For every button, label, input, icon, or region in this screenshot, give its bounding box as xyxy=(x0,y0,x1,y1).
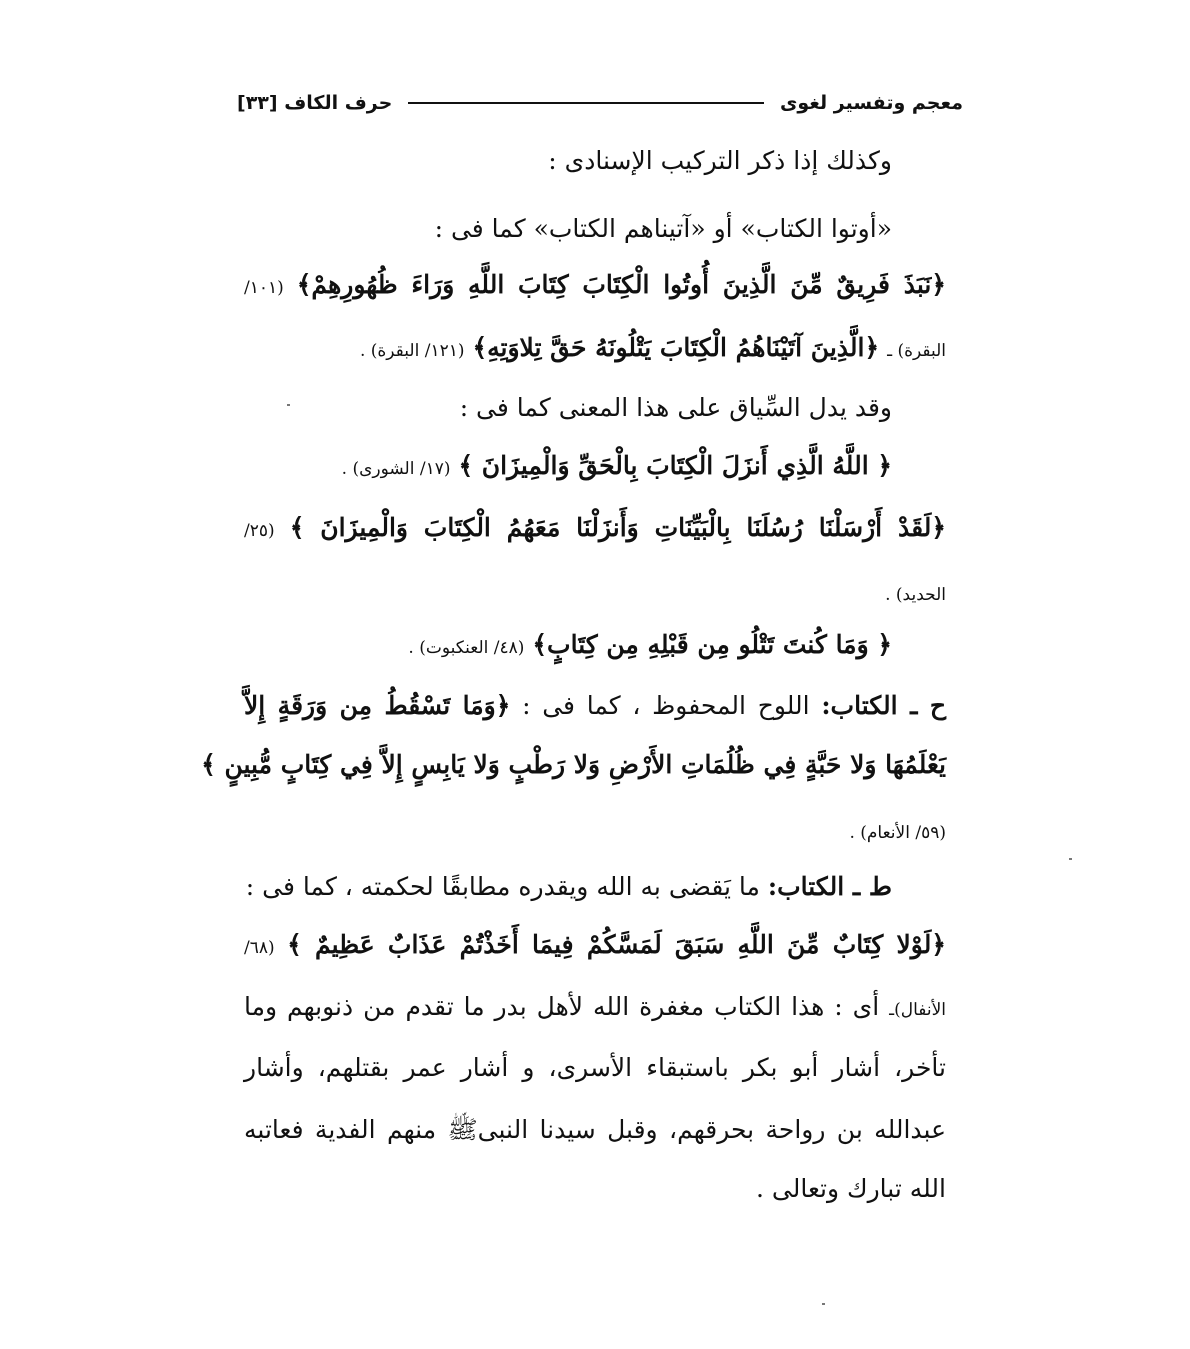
quran-line xyxy=(244,508,946,548)
quran-verse: ﴿ وَمَا كُنتَ تَتْلُو مِن قَبْلِهِ مِن كِتَابٍ﴾ xyxy=(532,630,892,659)
scan-speck xyxy=(1069,858,1072,860)
definition-label: ط ـ الكتاب: xyxy=(767,872,892,901)
verse-reference: (٥٩/ الأنعام) . xyxy=(849,823,946,843)
verse-reference: (٢٥/ xyxy=(244,521,275,541)
line-text: أى : هذا الكتاب مغفرة الله لأهل بدر ما تقدم من ذنوبهم وما xyxy=(244,992,880,1021)
quran-line xyxy=(408,625,892,665)
running-header xyxy=(237,88,963,118)
text-line xyxy=(435,209,892,249)
verse-reference: الحديد) . xyxy=(885,585,946,605)
quran-line xyxy=(244,925,946,965)
verse-reference: الأنفال)ـ xyxy=(889,1000,947,1020)
line-text: عبدالله بن رواحة بحرقهم، وقبل سيدنا النبىﷺ منهم الفدية فعاتبه xyxy=(244,1115,946,1144)
quran-verse: ﴿ اللَّهُ الَّذِي أَنزَلَ الْكِتَابَ بِالْحَقِّ وَالْمِيزَانَ ﴾ xyxy=(458,451,892,480)
text-line xyxy=(849,810,946,850)
quran-verse: ﴿لَقَدْ أَرْسَلْنَا رُسُلَنَا بِالْبَيِّنَاتِ وَأَنزَلْنَا مَعَهُمُ الْكِتَابَ وَالْمِيزَانَ ﴾ xyxy=(289,513,946,542)
verse-reference: (١٧/ الشورى) . xyxy=(341,459,451,479)
quran-verse: ﴿وَمَا تَسْقُطُ مِن وَرَقَةٍ إِلاَّ xyxy=(244,691,511,720)
quran-line xyxy=(244,265,946,305)
quran-verse: ﴿الَّذِينَ آتَيْنَاهُمُ الْكِتَابَ يَتْلُونَهُ حَقَّ تِلاوَتِهِ﴾ xyxy=(472,333,880,362)
text-line xyxy=(548,141,892,181)
quran-line xyxy=(360,328,946,368)
scan-speck xyxy=(287,404,290,406)
definition-line xyxy=(244,686,946,726)
section-title: حرف الكاف [٣٣] xyxy=(237,92,393,114)
definition-label: ح ـ الكتاب: xyxy=(821,691,947,720)
book-title: معجم وتفسير لغوى xyxy=(779,92,963,114)
text-line xyxy=(244,987,946,1027)
text-line xyxy=(460,388,892,428)
quran-verse: ﴿نَبَذَ فَرِيقٌ مِّنَ الَّذِينَ أُوتُوا الْكِتَابَ كِتَابَ اللَّهِ وَرَاءَ ظُهُورِهِمْ﴾ xyxy=(296,270,946,299)
verse-reference: (١٢١/ البقرة) . xyxy=(359,341,465,361)
text-line xyxy=(244,1110,946,1150)
verse-reference: البقرة) ـ xyxy=(887,341,946,361)
verse-reference: (٦٨/ xyxy=(244,938,275,958)
line-text: ما يَقضى به الله ويقدره مطابقًا لحكمته ، كما فى : xyxy=(245,872,760,901)
line-text: اللوح المحفوظ ، كما فى : xyxy=(522,691,810,720)
verse-reference: (٤٨/ العنكبوت) . xyxy=(408,638,525,658)
quran-line xyxy=(201,745,946,785)
line-text: «أوتوا الكتاب» أو «آتيناهم الكتاب» كما فى : xyxy=(434,214,892,243)
line-text: الله تبارك وتعالى . xyxy=(756,1174,946,1203)
line-text: تأخر، أشار أبو بكر باستبقاء الأسرى، و أشار عمر بقتلهم، وأشار xyxy=(244,1053,946,1082)
line-text: وقد يدل السِّياق على هذا المعنى كما فى : xyxy=(459,393,892,422)
quran-verse: يَعْلَمُهَا وَلا حَبَّةٍ فِي ظُلُمَاتِ الأَرْضِ وَلا رَطْبٍ وَلا يَابِسٍ إِلاَّ فِي كِتَابٍ مُّبِينٍ ﴾ xyxy=(201,750,946,779)
verse-reference: (١٠١/ xyxy=(244,278,284,298)
quran-verse: ﴿لَوْلا كِتَابٌ مِّنَ اللَّهِ سَبَقَ لَمَسَّكُمْ فِيمَا أَخَذْتُمْ عَذَابٌ عَظِيمٌ ﴾ xyxy=(287,930,946,959)
definition-line xyxy=(246,867,892,907)
scan-speck xyxy=(822,1303,825,1305)
text-line xyxy=(244,1048,946,1088)
text-line xyxy=(885,572,946,612)
quran-line xyxy=(342,446,892,486)
header-rule xyxy=(408,102,764,104)
line-text: وكذلك إذا ذكر التركيب الإسنادى : xyxy=(548,146,892,175)
text-line xyxy=(756,1169,946,1209)
